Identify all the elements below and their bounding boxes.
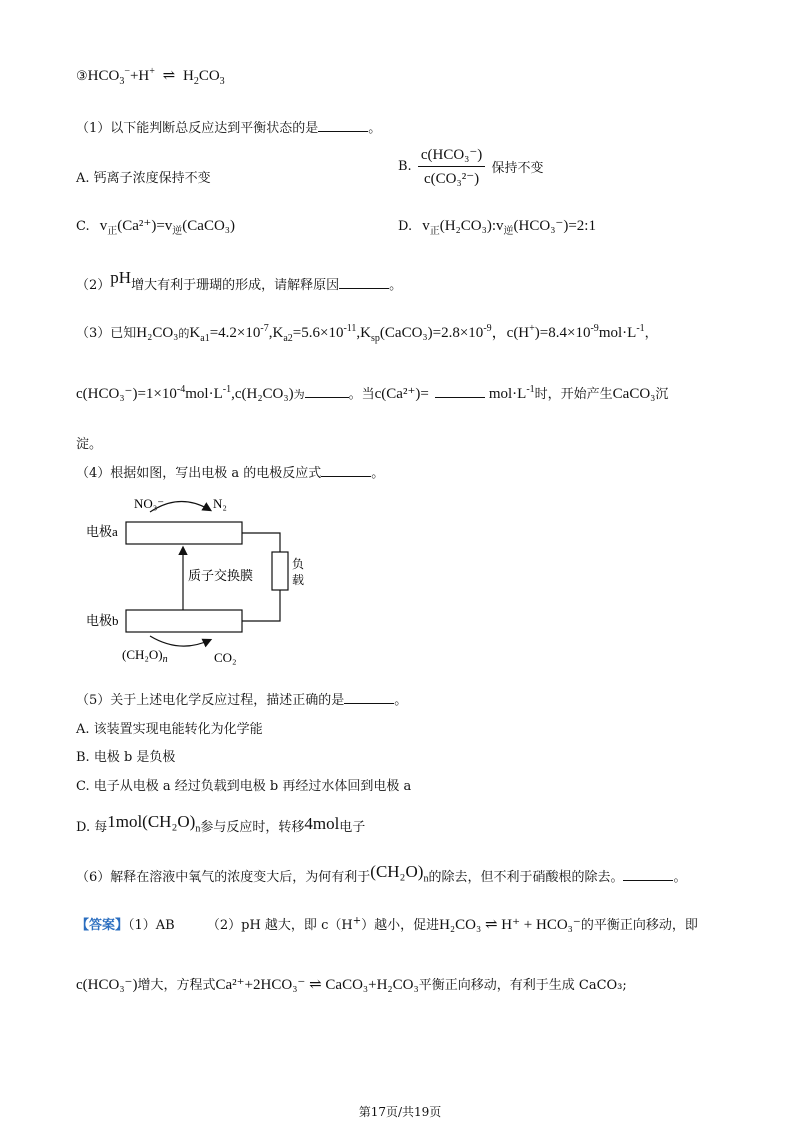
answer-blank[interactable] [321,464,371,477]
q1-option-a: A. 钙离子浓度保持不变 [76,171,211,186]
q1-option-b: B. $\frac{\text{c(HCO₃⁻)}}{\text{c(CO₃²⁻)}}$ 保持不变 [398,147,544,187]
question-3-line-1: （3）已知H₂CO₃的$K_{a1}=4.2\times 10^{-7},K_{a2}=5.6\times 10^{-11},K_{sp}(CaCO_3)=2.8\times 10^{-9}$，$c(H^+)=8.4\times 10^{-9}mol\cdot L^{-1}$， [76,323,658,344]
load-label-1: 负 [292,557,305,571]
electrochemical-diagram [80,488,320,668]
answer-tag: 【答案】 [76,918,129,933]
electrode-a [126,522,242,544]
q5-option-b: B. 电极 b 是负极 [76,750,176,765]
membrane-label: 质子交换膜 [188,568,254,583]
answer-line-1: 【答案】（1）AB （2）pH 越大，即 c（H+）越小，促进H₂CO₃ ⇌ H⁺ + HCO₃⁻的平衡正向移动，即 [76,915,698,933]
question-5-stem: （5）关于上述电化学反应过程，描述正确的是 。 [76,693,408,708]
n2-label: N₂ [213,496,227,511]
q5-option-d: D. 每$1mol(CH_2O)_n$参与反应时，转移4mol电子 [76,812,366,835]
question-1-stem: （1）以下能判断总反应达到平衡状态的是 。 [76,121,382,136]
q5-option-c: C. 电子从电极 a 经过负载到电极 b 再经过水体回到电极 a [76,779,412,794]
question-6: （6）解释在溶液中氧气的浓度变大后，为何有利于$(CH_2O)_n$的除去，但不利于硝酸根的除去。 。 [76,862,687,885]
q1-option-d: D. $v_正(H_2CO_3):v_逆(HCO_3^-)=2:1$ [398,218,596,237]
answer-blank[interactable] [305,385,349,398]
answer-line-2: c(HCO₃⁻)增大，方程式Ca²⁺+2HCO₃⁻ ⇌ CaCO₃+H₂CO₃平衡正向移动，有利于生成 CaCO₃; [76,977,627,993]
question-4: （4）根据如图，写出电极 a 的电极反应式 。 [76,466,385,481]
ch2o-label: $(CH_2O)_n$ [122,647,168,665]
q5-option-a: A. 该装置实现电能转化为化学能 [76,722,263,737]
question-3-line-2: $c(HCO_3^-)=1\times 10^{-4}mol\cdot L^{-1},c(H_2CO_3)$为 。当$c(Ca^{2+})= mol\cdot L^{-1}$时，开始产生CaCO₃沉 [76,384,669,402]
wire-bottom [242,590,280,621]
answer-blank[interactable] [435,385,485,398]
no3-label: NO₃⁻ [134,496,165,511]
page-footer: 第17页/共19页 [358,1105,442,1119]
question-3-line-3: 淀。 [76,437,103,452]
electrode-b-label: 电极b [86,613,119,628]
electrode-a-label: 电极a [86,524,118,539]
answer-blank[interactable] [318,119,368,132]
wire-top [242,533,280,552]
fraction: $\frac{\text{c(HCO₃⁻)}}{\text{c(CO₃²⁻)}}$ [418,145,485,188]
answer-blank[interactable] [623,868,673,881]
load-label-2: 载 [292,573,305,587]
load-resistor [272,552,288,590]
co2-label: CO₂ [214,650,237,665]
reaction-arrow-bottom [150,636,210,646]
electrode-b [126,610,242,632]
q1-option-c: C. $v_正(Ca^{2+})=v_逆(CaCO_3)$ [76,218,236,237]
answer-blank[interactable] [344,691,394,704]
question-2: （2）pH增大有利于珊瑚的形成，请解释原因 。 [76,268,403,293]
equation-3: $③HCO_3^-+H^+$ ⇌ $H_2CO_3$ [76,66,225,87]
answer-blank[interactable] [339,276,389,289]
